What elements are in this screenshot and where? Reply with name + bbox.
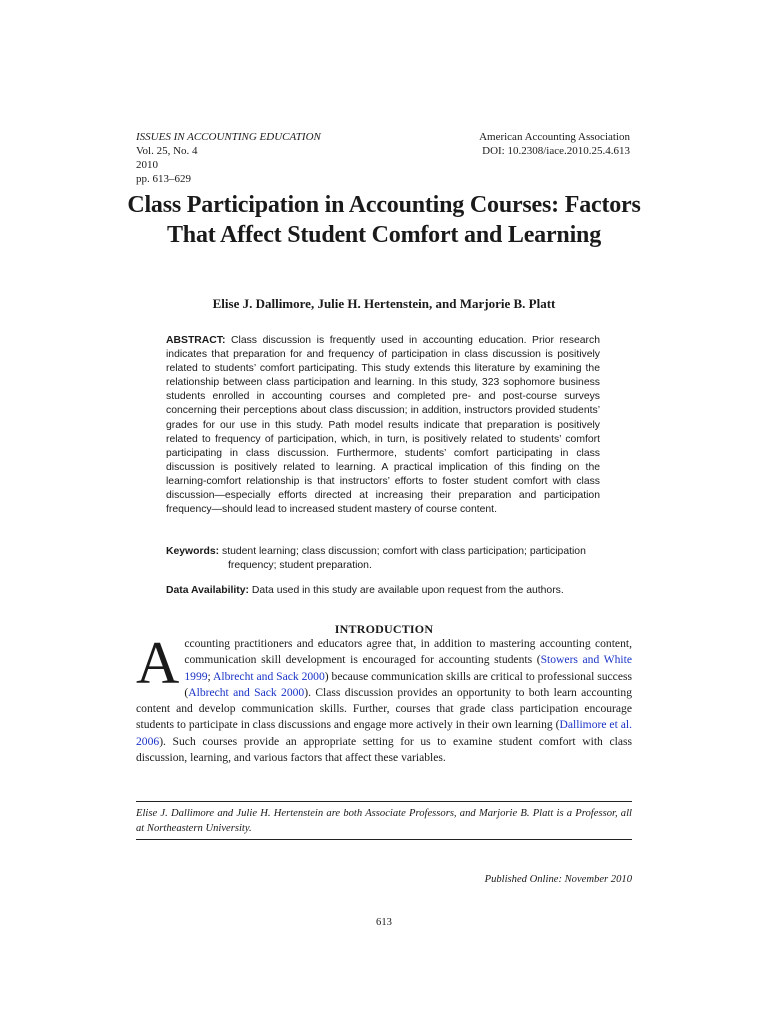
- data-availability-label: Data Availability:: [166, 585, 249, 596]
- page-range: pp. 613–629: [136, 173, 191, 185]
- footnote-divider-top: [136, 801, 632, 802]
- keywords-label: Keywords:: [166, 546, 220, 557]
- doi: DOI: 10.2308/iace.2010.25.4.613: [482, 145, 630, 157]
- keywords-text: student learning; class discussion; comfort with class participation; participation frequency; student preparation.: [219, 546, 586, 572]
- intro-text: ;: [207, 669, 214, 683]
- data-availability: [166, 584, 606, 598]
- abstract-text: Class discussion is frequently used in accounting education. Prior research indicates that preparation for and frequency of participation in class discussion is positively related to students’ comfort participating. This study extends this literature by examining the relationship between class participation and learning. In this study, 323 sophomore business students enrolled in accounting courses and completed pre- and post-course surveys concerning their perceptions about class discussion; in addition, instructors provided students’ grades for our use in this study. Path model results indicate that preparation is positively related to frequency of participation, which, in turn, is positively related to students’ comfort participating in class discussion. Furthermore, students’ comfort participating in class discussion is positively related to learning. A practical implication of this finding on the learning-comfort relationship is that instructors’ efforts to foster student comfort with class discussion—especially efforts directed at increasing their preparation and participation frequency—should lead to increased student mastery of course content.: [166, 335, 600, 516]
- intro-text: ). Such courses provide an appropriate setting for us to examine student comfort with class discussion, learning, and various factors that affect these variables.: [136, 734, 632, 765]
- drop-cap: A: [136, 630, 180, 696]
- author-list: Elise J. Dallimore, Julie H. Hertenstein, and Marjorie B. Platt: [212, 296, 556, 311]
- page-number: 613: [376, 917, 392, 928]
- intro-text: ). Class discussion provides an opportunity to both learn accounting content and develop communication skills. Further, courses that grade class participation encourage students to participate in class discussions and engage more actively in their own learning (: [136, 685, 632, 732]
- section-heading-introduction: INTRODUCTION: [334, 622, 434, 636]
- introduction-paragraph: [136, 630, 633, 766]
- published-online-date: Published Online: November 2010: [484, 874, 632, 885]
- keywords: [166, 545, 600, 573]
- abstract: [166, 334, 600, 517]
- citation-link[interactable]: Dallimore et al. 2006: [136, 718, 632, 748]
- intro-text: ) because communication skills are critical to professional success (: [184, 669, 632, 699]
- footnote-divider-bottom: [136, 839, 632, 840]
- publisher-info: [479, 130, 630, 158]
- author-affiliation-note: Elise J. Dallimore and Julie H. Hertenstein are both Associate Professors, and Marjorie B. Platt is a Professor, all at Northeastern University.: [136, 808, 632, 834]
- abstract-label: ABSTRACT:: [166, 335, 226, 346]
- citation-link[interactable]: Albrecht and Sack 2000: [213, 669, 325, 683]
- publisher-name: American Accounting Association: [479, 131, 630, 143]
- publication-year: 2010: [136, 159, 158, 171]
- citation-link[interactable]: Albrecht and Sack 2000: [188, 685, 305, 699]
- journal-name: ISSUES IN ACCOUNTING EDUCATION: [136, 131, 321, 143]
- citation-link[interactable]: Stowers and White 1999: [184, 653, 633, 683]
- article-title: Class Participation in Accounting Courses: Factors That Affect Student Comfort and Learning: [127, 192, 641, 248]
- volume-issue: Vol. 25, No. 4: [136, 145, 198, 157]
- journal-info: [136, 130, 321, 186]
- data-availability-text: Data used in this study are available upon request from the authors.: [248, 585, 564, 596]
- intro-text: ccounting practitioners and educators agree that, in addition to mastering accounting content, communication skill development is encouraged for accounting students (: [184, 637, 632, 667]
